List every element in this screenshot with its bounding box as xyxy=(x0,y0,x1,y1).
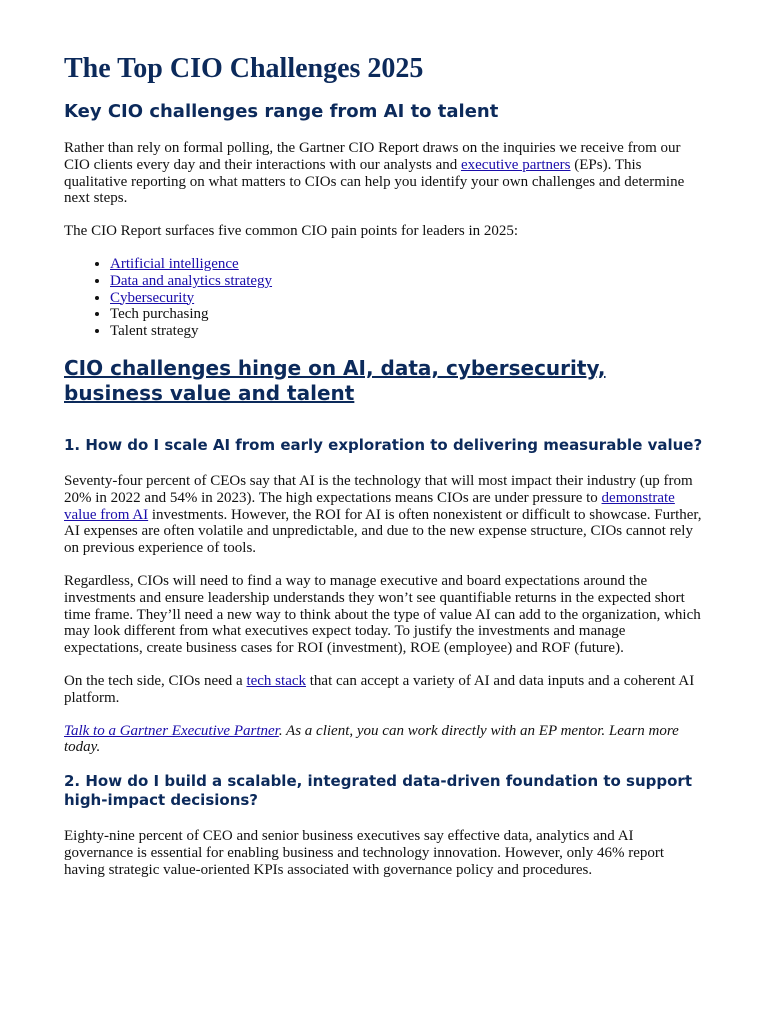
article xyxy=(64,52,704,895)
list-item[interactable] xyxy=(110,290,704,307)
intro-text-1: Rather than rely on formal polling, the Gartner CIO Report draws on the inquiries we receive from our CIO clients every day and their interactions with our analysts and xyxy=(64,140,681,173)
section-heading: CIO challenges hinge on AI, data, cybersecurity, business value and talent xyxy=(64,355,606,405)
tech-stack-link[interactable]: tech stack xyxy=(246,672,307,689)
list-item xyxy=(110,306,704,323)
q1-cta-text: . As a client, you can work directly with an EP mentor. Learn more today. xyxy=(64,722,679,756)
question-2-heading: 2. How do I build a scalable, integrated data-driven foundation to support high-impact decisions? xyxy=(64,772,692,810)
list-item[interactable] xyxy=(110,256,704,273)
talent-strategy-text: Talent strategy xyxy=(110,323,199,340)
list-item[interactable] xyxy=(110,273,704,290)
executive-partners-link[interactable]: executive partners xyxy=(460,156,571,173)
talk-to-ep-link[interactable]: Talk to a Gartner Executive Partner xyxy=(64,722,279,739)
list-item xyxy=(110,323,704,340)
question-1-heading: 1. How do I scale AI from early exploration to delivering measurable value? xyxy=(64,435,703,454)
intro-text-2: (EPs). This qualitative reporting on what matters to CIOs can help you identify your own challenges and determine next steps. xyxy=(64,156,685,207)
demonstrate-value-link[interactable]: demonstrate value from AI xyxy=(64,489,675,523)
q1-paragraph-2: Regardless, CIOs will need to find a way to manage executive and board expectations around the investments and ensure leadership understands they won’t see quantifiable returns in the expected short time frame. They’ll need a new way to think about the type of value AI can add to the organization, which may look different from what executives expect today. To justify the investments and manage expectations, create business cases for ROI (investment), ROE (employee) and ROF (future). xyxy=(64,572,701,657)
intro-paragraph xyxy=(64,140,704,207)
pain-points-list xyxy=(64,256,704,340)
data-analytics-link[interactable]: Data and analytics strategy xyxy=(110,272,273,289)
ai-link[interactable]: Artificial intelligence xyxy=(110,255,239,272)
list-intro: The CIO Report surfaces five common CIO pain points for leaders in 2025: xyxy=(64,223,519,240)
cybersecurity-link[interactable]: Cybersecurity xyxy=(110,289,195,306)
q1-paragraph-3 xyxy=(64,673,704,707)
q1-p1-text-1: Seventy-four percent of CEOs say that AI is the technology that will most impact their industry (up from 20% in 2022 and 54% in 2023). The high expectations means CIOs are under pressure to xyxy=(64,472,693,506)
q1-p3-text-2: that can accept a variety of AI and data inputs and a coherent AI platform. xyxy=(64,672,695,706)
q2-paragraph-1: Eighty-nine percent of CEO and senior business executives say effective data, analytics and AI governance is essential for enabling business and technology innovation. However, only 46% report having strategic value-oriented KPIs associated with governance policy and procedures. xyxy=(64,828,665,878)
page-title: The Top CIO Challenges 2025 xyxy=(64,53,424,84)
q1-p3-text-1: On the tech side, CIOs need a xyxy=(64,672,247,689)
page-subtitle: Key CIO challenges range from AI to talent xyxy=(64,101,499,122)
q1-paragraph-1 xyxy=(64,473,704,557)
q1-cta xyxy=(64,723,704,757)
tech-purchasing-text: Tech purchasing xyxy=(110,306,209,323)
q1-p1-text-2: investments. However, the ROI for AI is often nonexistent or difficult to showcase. Further, AI expenses are often volatile and unpredictable, and due to the new expense structure, CIOs cannot rely on previous experience of tools. xyxy=(64,506,702,557)
